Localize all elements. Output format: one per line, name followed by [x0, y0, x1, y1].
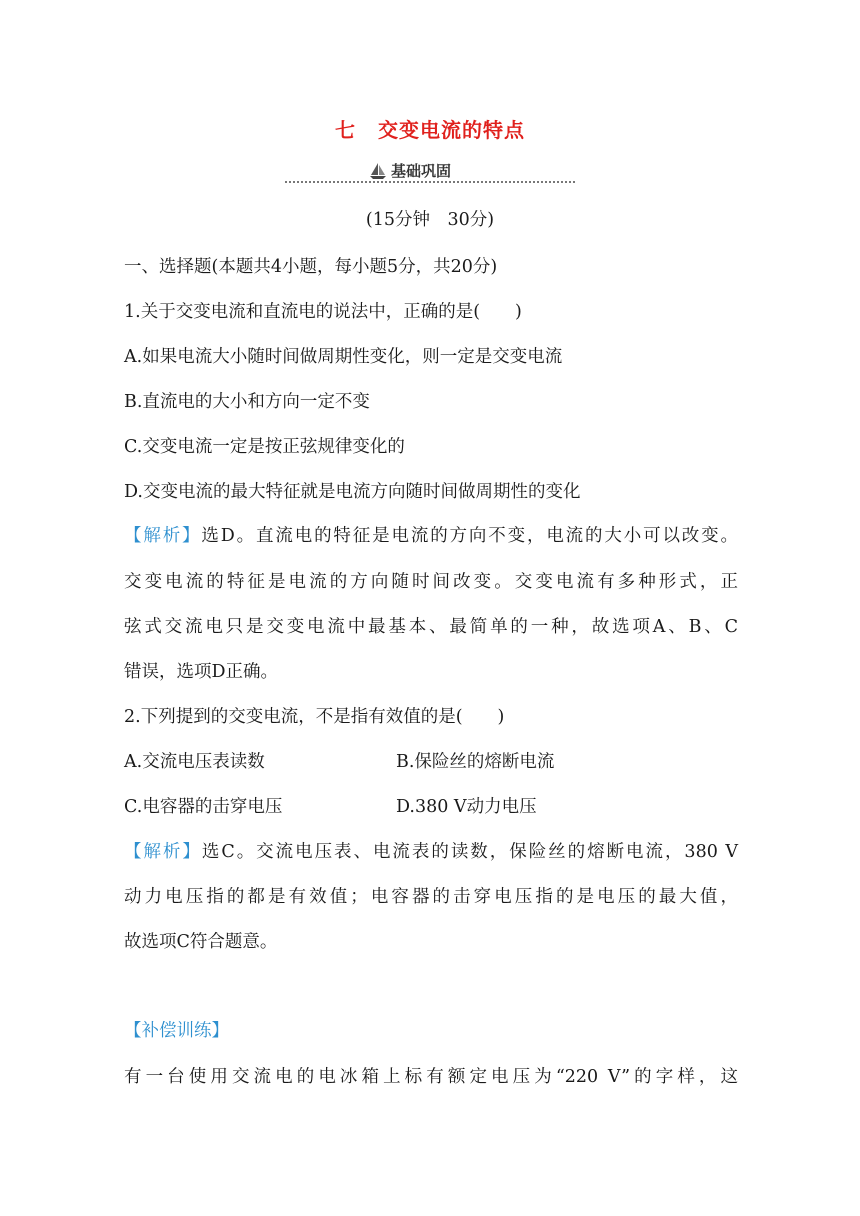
- q2-option-b: B.保险丝的熔断电流: [396, 752, 555, 772]
- question-2-stem: 2.下列提到的交变电流，不是指有效值的是( ): [124, 707, 505, 727]
- page-title: [0, 114, 860, 143]
- q2-options-row-1: [124, 748, 724, 774]
- section-label-text: 基础巩固: [391, 162, 452, 180]
- q2-options-row-2: [124, 793, 724, 819]
- q2-analysis-line-1: [124, 838, 738, 863]
- time-score: (15分钟 30分): [365, 210, 495, 230]
- q2-analysis-line-3: 故选项C符合题意。: [124, 932, 278, 952]
- analysis-text: 选C。交流电压表、电流表的读数，保险丝的熔断电流，380 V: [201, 842, 738, 862]
- section-label: [369, 160, 451, 181]
- q1-analysis-line-2: 交变电流的特征是电流的方向随时间改变。交变电流有多种形式，正: [124, 572, 738, 592]
- q1-analysis-line-1: [124, 522, 738, 547]
- section-heading: 一、选择题(本题共4小题，每小题5分，共20分): [124, 257, 498, 277]
- q1-analysis-line-3: 弦式交流电只是交变电流中最基本、最简单的一种，故选项A、B、C: [124, 617, 738, 637]
- q2-option-a: A.交流电压表读数: [124, 752, 265, 772]
- q1-option-b: B.直流电的大小和方向一定不变: [124, 392, 370, 412]
- q1-option-c: C.交变电流一定是按正弦规律变化的: [124, 437, 405, 457]
- chapter-title: 交变电流的特点: [378, 118, 525, 142]
- dotted-divider: [285, 181, 575, 183]
- chapter-number: 七: [335, 118, 356, 142]
- q2-option-d: D.380 V动力电压: [396, 797, 537, 817]
- analysis-tag: 【解析】: [124, 842, 202, 862]
- q1-analysis-line-4: 错误，选项D正确。: [124, 662, 279, 682]
- q2-option-c: C.电容器的击穿电压: [124, 797, 283, 817]
- supplement-text: 有一台使用交流电的电冰箱上标有额定电压为“220 V”的字样，这: [124, 1067, 738, 1087]
- q1-option-d: D.交变电流的最大特征就是电流方向随时间做周期性的变化: [124, 482, 581, 502]
- sailboat-icon: [369, 162, 387, 180]
- section-banner: [285, 160, 575, 186]
- q1-option-a: A.如果电流大小随时间做周期性变化，则一定是交变电流: [124, 347, 563, 367]
- question-1-stem: 1.关于交变电流和直流电的说法中，正确的是( ): [124, 302, 522, 322]
- analysis-text: 选D。直流电的特征是电流的方向不变，电流的大小可以改变。: [201, 526, 739, 546]
- analysis-tag: 【解析】: [124, 526, 202, 546]
- supplement-tag: 【补偿训练】: [124, 1021, 229, 1041]
- q2-analysis-line-2: 动力电压指的都是有效值；电容器的击穿电压指的是电压的最大值，: [124, 887, 738, 907]
